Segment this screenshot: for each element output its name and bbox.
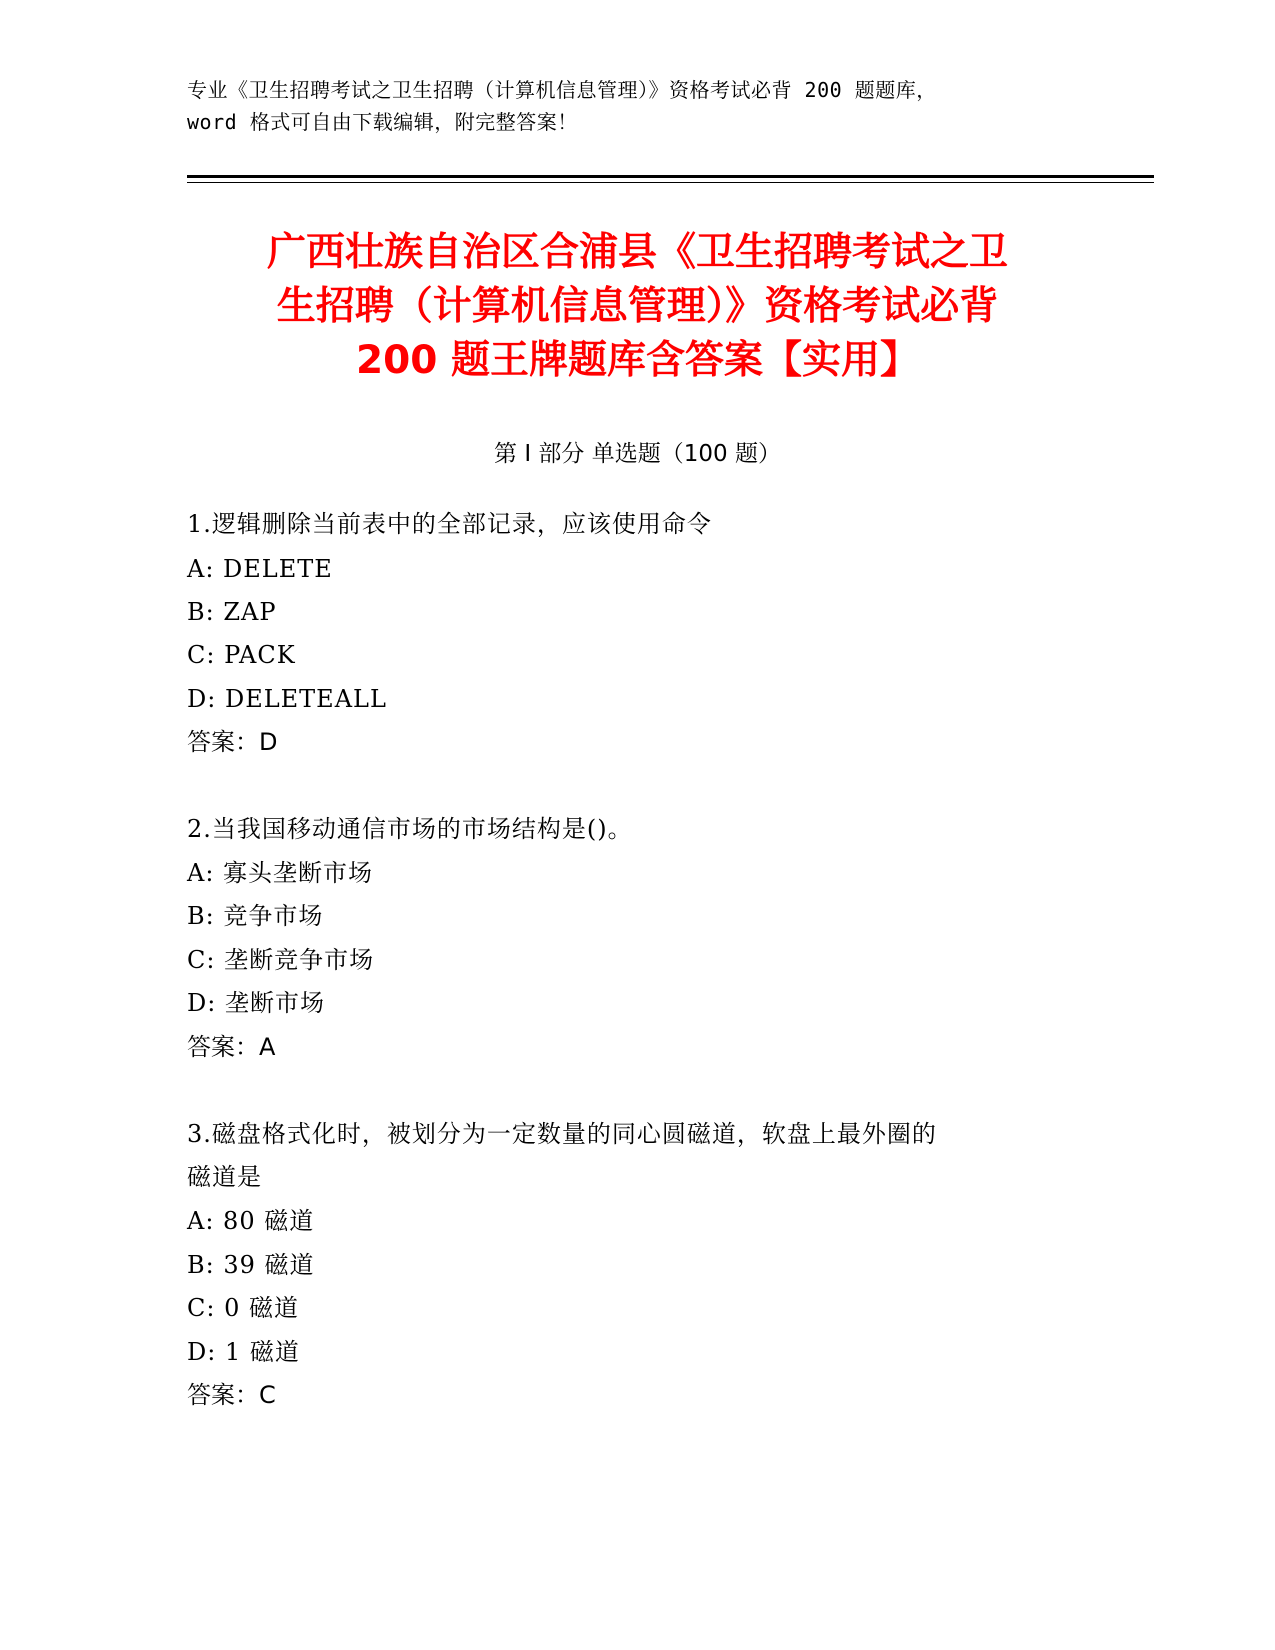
question-answer: 答案：D [187,728,278,756]
question-option: D: DELETEALL [187,685,387,713]
question-option: C: PACK [187,641,296,669]
question-option: D: 垄断市场 [187,989,325,1017]
question-option: A: 80 磁道 [187,1207,315,1235]
section-title: 第 I 部分 单选题（100 题） [494,441,781,467]
document-title [130,226,1145,388]
question-option: B: 39 磁道 [187,1251,315,1279]
question-option: B: 竞争市场 [187,902,324,930]
question-stem: 1.逻辑删除当前表中的全部记录，应该使用命令 [187,510,712,538]
question-answer: 答案：C [187,1381,276,1409]
header-note-line-1: 专业《卫生招聘考试之卫生招聘（计算机信息管理）》资格考试必背 200 题题库， [187,78,937,102]
question-option: B: ZAP [187,598,277,626]
header-note [187,74,1127,138]
header-note-line-2: word 格式可自由下载编辑，附完整答案！ [187,110,578,134]
question-answer: 答案：A [187,1033,276,1061]
document-title-line-3: 200 题王牌题库含答案【实用】 [356,338,919,383]
document-title-line-2: 生招聘（计算机信息管理）》资格考试必背 [276,284,999,329]
question-stem: 2.当我国移动通信市场的市场结构是()。 [187,815,633,843]
question-stem: 3.磁盘格式化时，被划分为一定数量的同心圆磁道，软盘上最外圈的 [187,1120,937,1148]
question-option: A: DELETE [187,555,333,583]
question-option: D: 1 磁道 [187,1338,300,1366]
header-rule-thick [187,175,1154,178]
question-option: A: 寡头垄断市场 [187,859,374,887]
question-stem-continued: 磁道是 [187,1163,262,1191]
question-option: C: 0 磁道 [187,1294,299,1322]
document-title-line-1: 广西壮族自治区合浦县《卫生招聘考试之卫 [266,230,1008,275]
header-rule-thin [187,182,1154,183]
question-option: C: 垄断竞争市场 [187,946,375,974]
